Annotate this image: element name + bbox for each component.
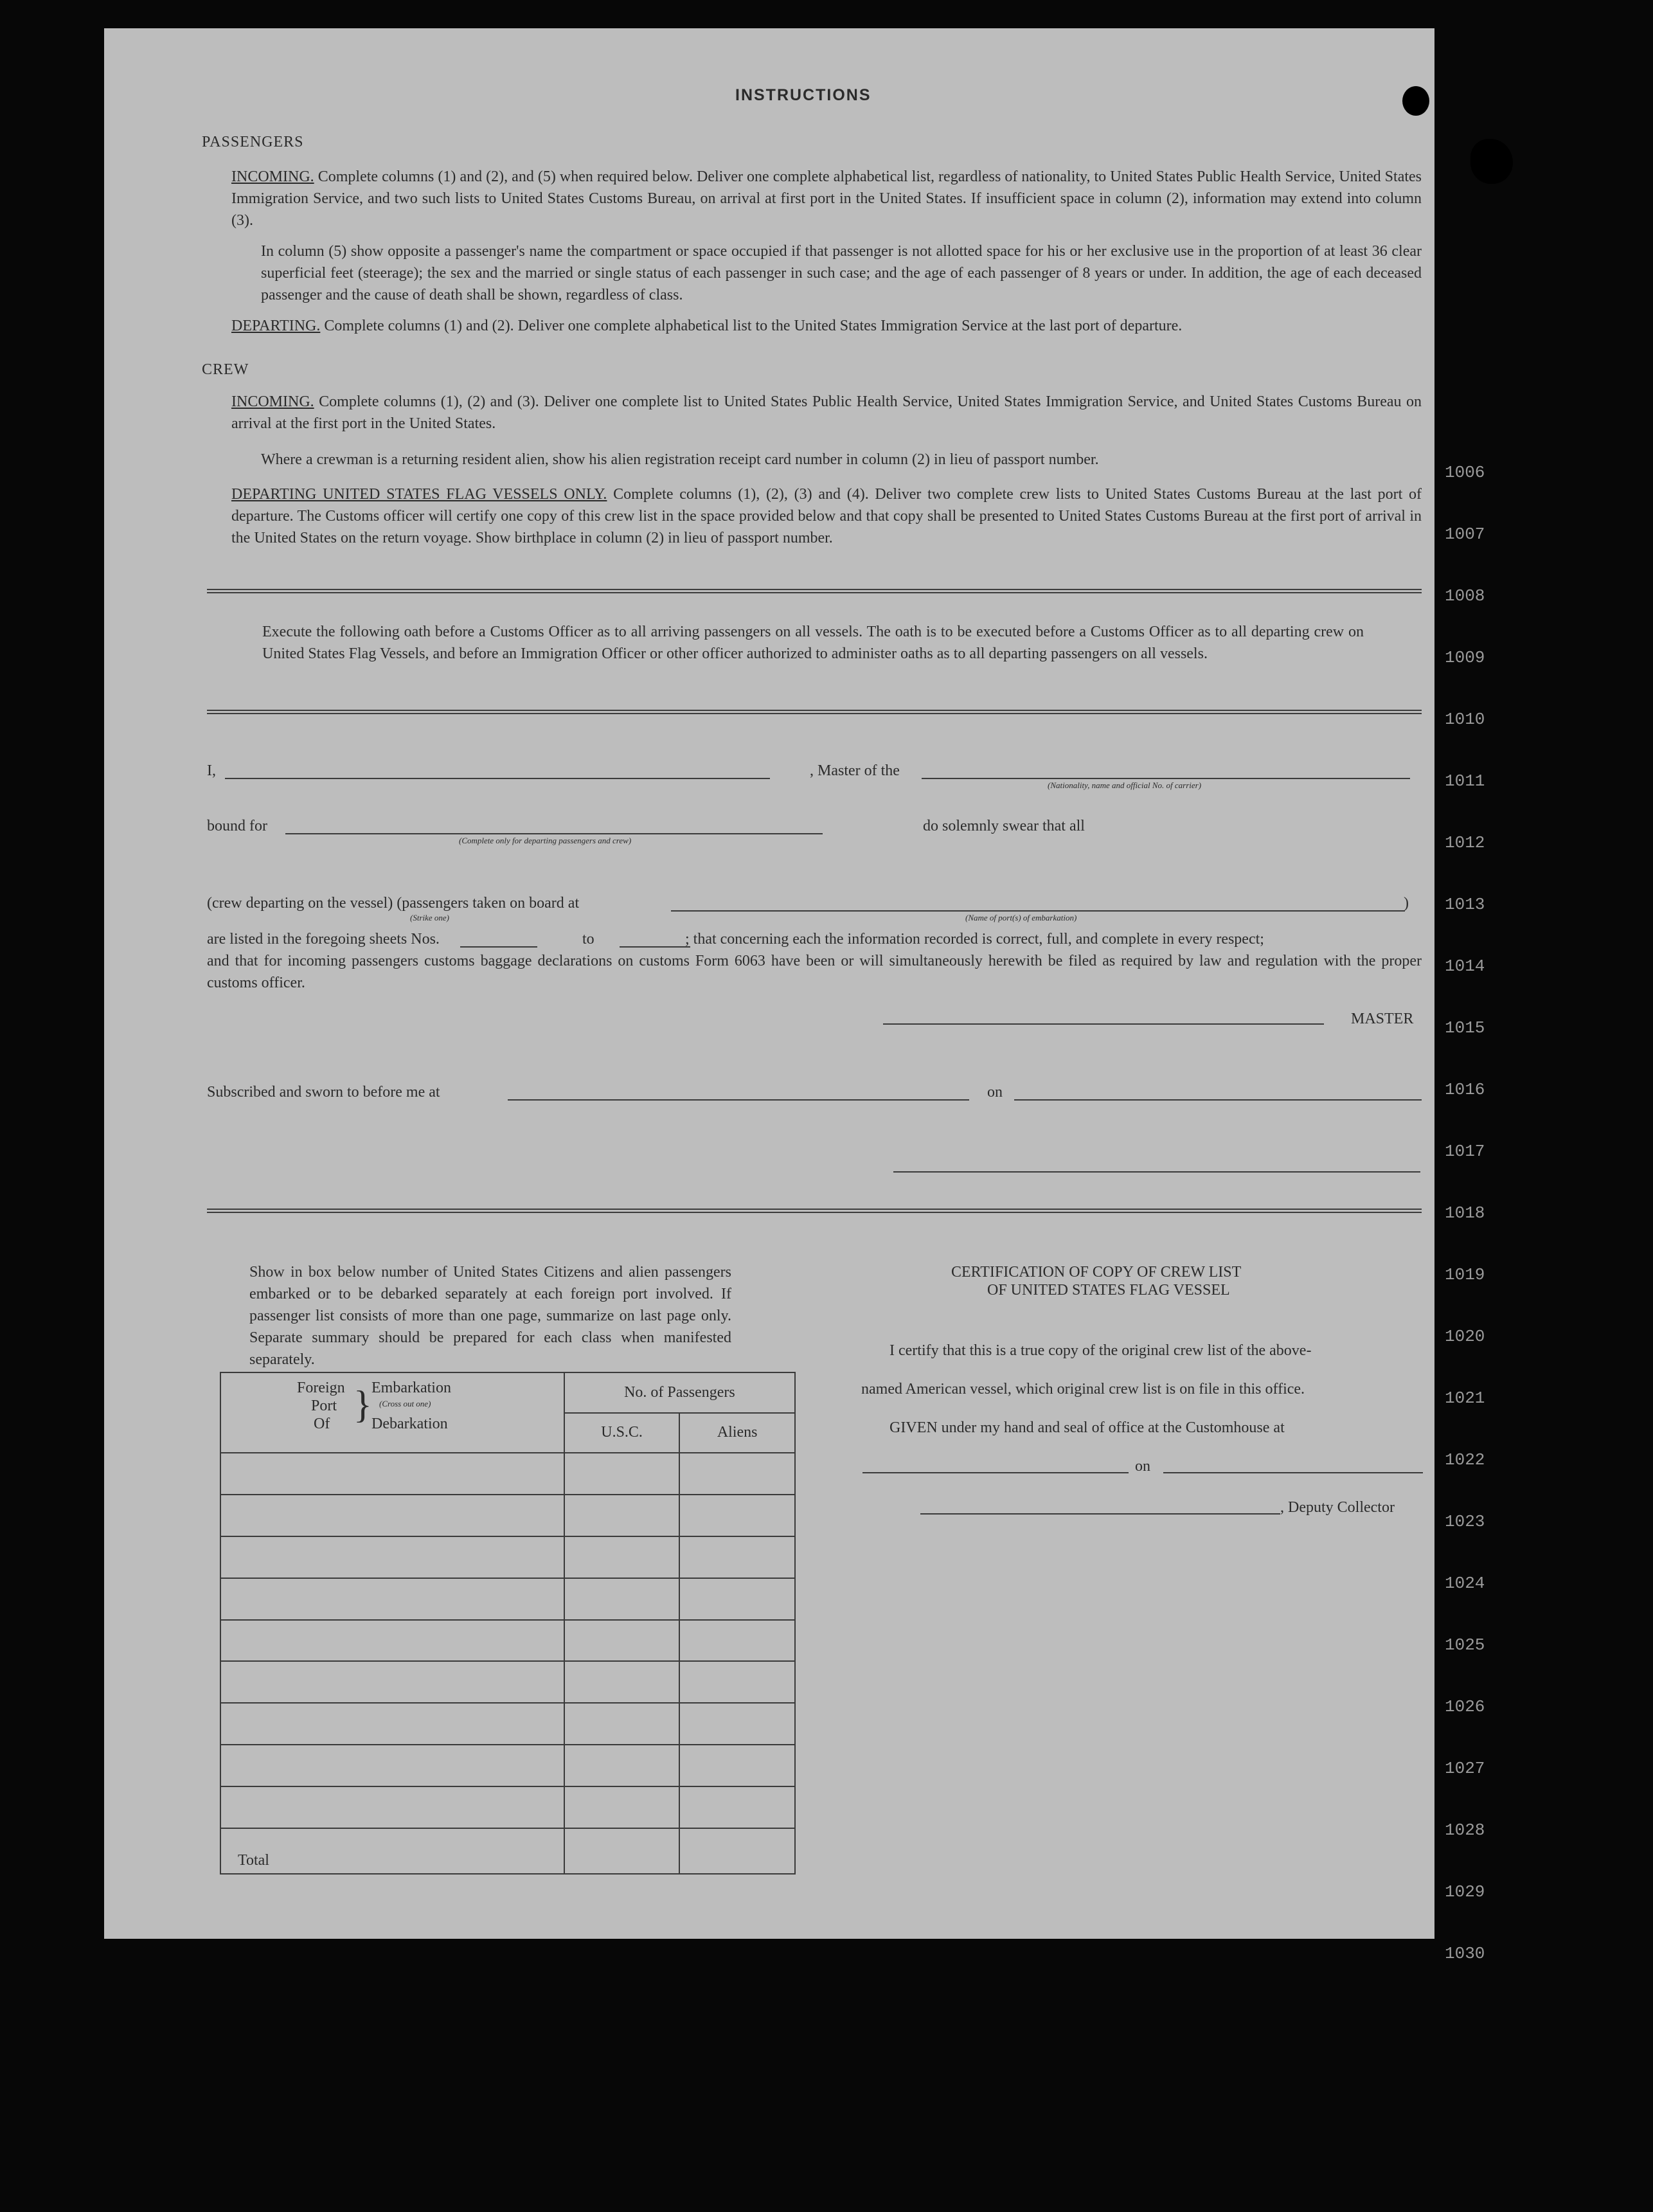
document-page — [104, 28, 1485, 1963]
margin-number: 1026 — [1445, 1697, 1485, 1716]
ink-blot — [1402, 86, 1429, 116]
certification-title-1: CERTIFICATION OF COPY OF CREW LIST — [951, 1264, 1242, 1281]
deputy-collector-label: , Deputy Collector — [1280, 1499, 1395, 1516]
deputy-signature-line — [920, 1513, 1280, 1515]
margin-number: 1021 — [1445, 1389, 1485, 1408]
passengers-incoming-paragraph — [231, 166, 1422, 231]
ink-blot — [1470, 139, 1513, 184]
passengers-incoming-text: Complete columns (1) and (2), and (5) when required below. Deliver one complete alphabetical list, regardless of nationality, to United States Public Health Service, United States Immigration Service, and two such lists to United States Customs Bureau, on arrival at first port in the United States. If insufficient space in column (2), information may extend into column (3). — [231, 168, 1422, 229]
given-under-label: GIVEN under my hand and seal of office at the Customhouse at — [889, 1419, 1285, 1436]
margin-number: 1012 — [1445, 833, 1485, 852]
margin-number: 1006 — [1445, 463, 1485, 482]
crew-departing-text: Complete columns (1), (2), (3) and (4). Deliver two complete crew lists to United States Customs Bureau at the last port of departure. The Customs officer will certify one copy of this crew list in the space provided below and that copy shall be presented to United States Customs Bureau at the first port of arrival in the United States on the return voyage. Show birthplace in column (2) in lieu of passport number. — [231, 486, 1422, 546]
section-divider — [207, 589, 1422, 593]
subscribed-date-line — [1014, 1099, 1422, 1101]
passengers-heading: PASSENGERS — [202, 134, 304, 150]
listed-sheets-label: are listed in the foregoing sheets Nos. — [207, 931, 440, 948]
passengers-departing-paragraph — [231, 315, 1422, 337]
margin-number: 1024 — [1445, 1574, 1485, 1593]
col-port: Port — [311, 1398, 337, 1414]
oath-intro: Execute the following oath before a Customs Officer as to all arriving passengers on all vessels. The oath is to be executed before a Customs Officer as to all departing crew on United States Flag Vessels, and before an Immigration Officer or other officer authorized to administer oaths as to all departing passengers on all vessels. — [262, 624, 1364, 662]
carrier-line — [922, 778, 1410, 779]
master-signature-line — [883, 1023, 1324, 1025]
subscribed-place-line — [508, 1099, 969, 1101]
margin-number: 1025 — [1445, 1635, 1485, 1655]
col-passengers: No. of Passengers — [624, 1383, 735, 1401]
crew-alien-text: Where a crewman is a returning resident alien, show his alien registration receipt card number in column (2) in lieu of passport number. — [261, 451, 1099, 468]
margin-number: 1008 — [1445, 586, 1485, 606]
port-header-cell — [220, 1372, 564, 1453]
table-row — [220, 1578, 795, 1620]
swear-label: do solemnly swear that all — [923, 818, 1085, 834]
total-aliens-cell — [679, 1828, 795, 1874]
col-embarkation: Embarkation — [371, 1380, 451, 1396]
summary-divider — [207, 1209, 1422, 1213]
crew-departing-label: (crew departing on the vessel) (passengers taken on board at — [207, 895, 580, 912]
table-row — [220, 1745, 795, 1786]
certification-text-2: named American vessel, which original crew list is on file in this office. — [861, 1381, 1305, 1398]
margin-number: 1013 — [1445, 895, 1485, 914]
customhouse-place-line — [862, 1472, 1129, 1473]
oath-divider — [207, 710, 1422, 714]
margin-number: 1018 — [1445, 1203, 1485, 1223]
col-of: Of — [314, 1416, 330, 1432]
master-name-line — [225, 778, 770, 779]
passengers-header-cell — [564, 1372, 795, 1413]
margin-number: 1020 — [1445, 1327, 1485, 1346]
master-label: MASTER — [1351, 1011, 1414, 1027]
margin-number: 1022 — [1445, 1450, 1485, 1470]
usc-header-cell — [564, 1413, 680, 1453]
col-foreign: Foreign — [297, 1380, 345, 1396]
sheet-to-line — [620, 946, 690, 948]
strike-one-caption: (Strike one) — [410, 913, 450, 922]
subscribed-on-label: on — [987, 1084, 1003, 1101]
ports-caption: (Name of port(s) of embarkation) — [965, 913, 1077, 922]
officer-signature-line — [893, 1171, 1420, 1173]
oath-i-label: I, — [207, 762, 216, 779]
subscribed-label: Subscribed and sworn to before me at — [207, 1084, 440, 1101]
margin-number: 1011 — [1445, 771, 1485, 791]
table-row — [220, 1620, 795, 1662]
port-embarkation-line — [671, 910, 1405, 912]
listed-baggage-text: and that for incoming passengers customs baggage declarations on customs Form 6063 have been or will simultaneously herewith be filed as required by law and regulation with the proper customs officer. — [207, 953, 1422, 991]
margin-number: 1017 — [1445, 1142, 1485, 1161]
margin-number: 1027 — [1445, 1759, 1485, 1778]
table-row — [220, 1453, 795, 1495]
table-row — [220, 1703, 795, 1745]
margin-number: 1010 — [1445, 710, 1485, 729]
crew-departing-label: DEPARTING UNITED STATES FLAG VESSELS ONLY. — [231, 486, 607, 503]
table-row — [220, 1786, 795, 1828]
bound-for-label: bound for — [207, 818, 267, 834]
table-row — [220, 1495, 795, 1536]
brace-symbol: } — [353, 1383, 372, 1426]
certification-text-1: I certify that this is a true copy of the original crew list of the above- — [889, 1342, 1312, 1359]
crew-heading: CREW — [202, 361, 249, 378]
bound-for-line — [285, 833, 823, 834]
passengers-incoming-label: INCOMING. — [231, 168, 314, 185]
col-cross-out: (Cross out one) — [379, 1399, 431, 1408]
passengers-departing-text: Complete columns (1) and (2). Deliver one complete alphabetical list to the United States Immigration Service at the last port of departure. — [324, 318, 1183, 334]
master-of-label: , Master of the — [810, 762, 900, 779]
listed-statement: ; that concerning each the information recorded is correct, full, and complete in every respect; — [685, 931, 1264, 948]
margin-number: 1028 — [1445, 1821, 1485, 1840]
margin-number: 1014 — [1445, 957, 1485, 976]
passenger-summary-table — [220, 1372, 796, 1875]
nationality-caption: (Nationality, name and official No. of carrier) — [1048, 780, 1202, 790]
total-label-cell — [220, 1828, 564, 1874]
passengers-column5-text: In column (5) show opposite a passenger's name the compartment or space occupied if that passenger is not allotted space for his or her exclusive use in the proportion of at least 36 clear superficial feet (steerage); the sex and the married or single status of each passenger in such case; and the age of each passenger of 8 years or under. In addition, the age of each deceased passenger and the cause of death shall be shown, regardless of class. — [261, 243, 1422, 303]
total-row — [220, 1828, 795, 1874]
certification-title-2: OF UNITED STATES FLAG VESSEL — [987, 1282, 1230, 1299]
margin-number: 1030 — [1445, 1944, 1485, 1963]
table-row — [220, 1536, 795, 1578]
total-usc-cell — [564, 1828, 680, 1874]
crew-departing-paragraph — [231, 483, 1422, 549]
table-row — [220, 1661, 795, 1703]
col-debarkation: Debarkation — [371, 1416, 448, 1432]
listed-to-label: to — [582, 931, 594, 948]
close-paren: ) — [1404, 895, 1409, 912]
passengers-departing-label: DEPARTING. — [231, 318, 321, 334]
margin-number: 1015 — [1445, 1018, 1485, 1038]
complete-only-caption: (Complete only for departing passengers and crew) — [459, 836, 632, 845]
page-title: INSTRUCTIONS — [735, 86, 871, 104]
margin-number: 1023 — [1445, 1512, 1485, 1531]
margin-number: 1009 — [1445, 648, 1485, 667]
margin-number: 1007 — [1445, 525, 1485, 544]
col-usc: U.S.C. — [601, 1424, 643, 1441]
sheet-from-line — [460, 946, 537, 948]
margin-number: 1019 — [1445, 1265, 1485, 1284]
crew-incoming-text: Complete columns (1), (2) and (3). Deliver one complete list to United States Public Health Service, United States Immigration Service, and United States Customs Bureau on arrival at the first port in the United States. — [231, 393, 1422, 432]
crew-incoming-paragraph — [231, 391, 1422, 435]
certification-on-label: on — [1135, 1458, 1150, 1475]
col-aliens: Aliens — [717, 1424, 758, 1441]
crew-incoming-label: INCOMING. — [231, 393, 314, 410]
margin-number: 1016 — [1445, 1080, 1485, 1099]
summary-instructions: Show in box below number of United States Citizens and alien passengers embarked or to be debarked separately at each foreign port involved. If passenger list consists of more than one page, summarize on last page only. Separate summary should be prepared for each class when manifested separately. — [249, 1264, 731, 1368]
aliens-header-cell — [679, 1413, 795, 1453]
total-label: Total — [238, 1852, 269, 1869]
margin-number: 1029 — [1445, 1882, 1485, 1902]
certification-date-line — [1163, 1472, 1423, 1473]
